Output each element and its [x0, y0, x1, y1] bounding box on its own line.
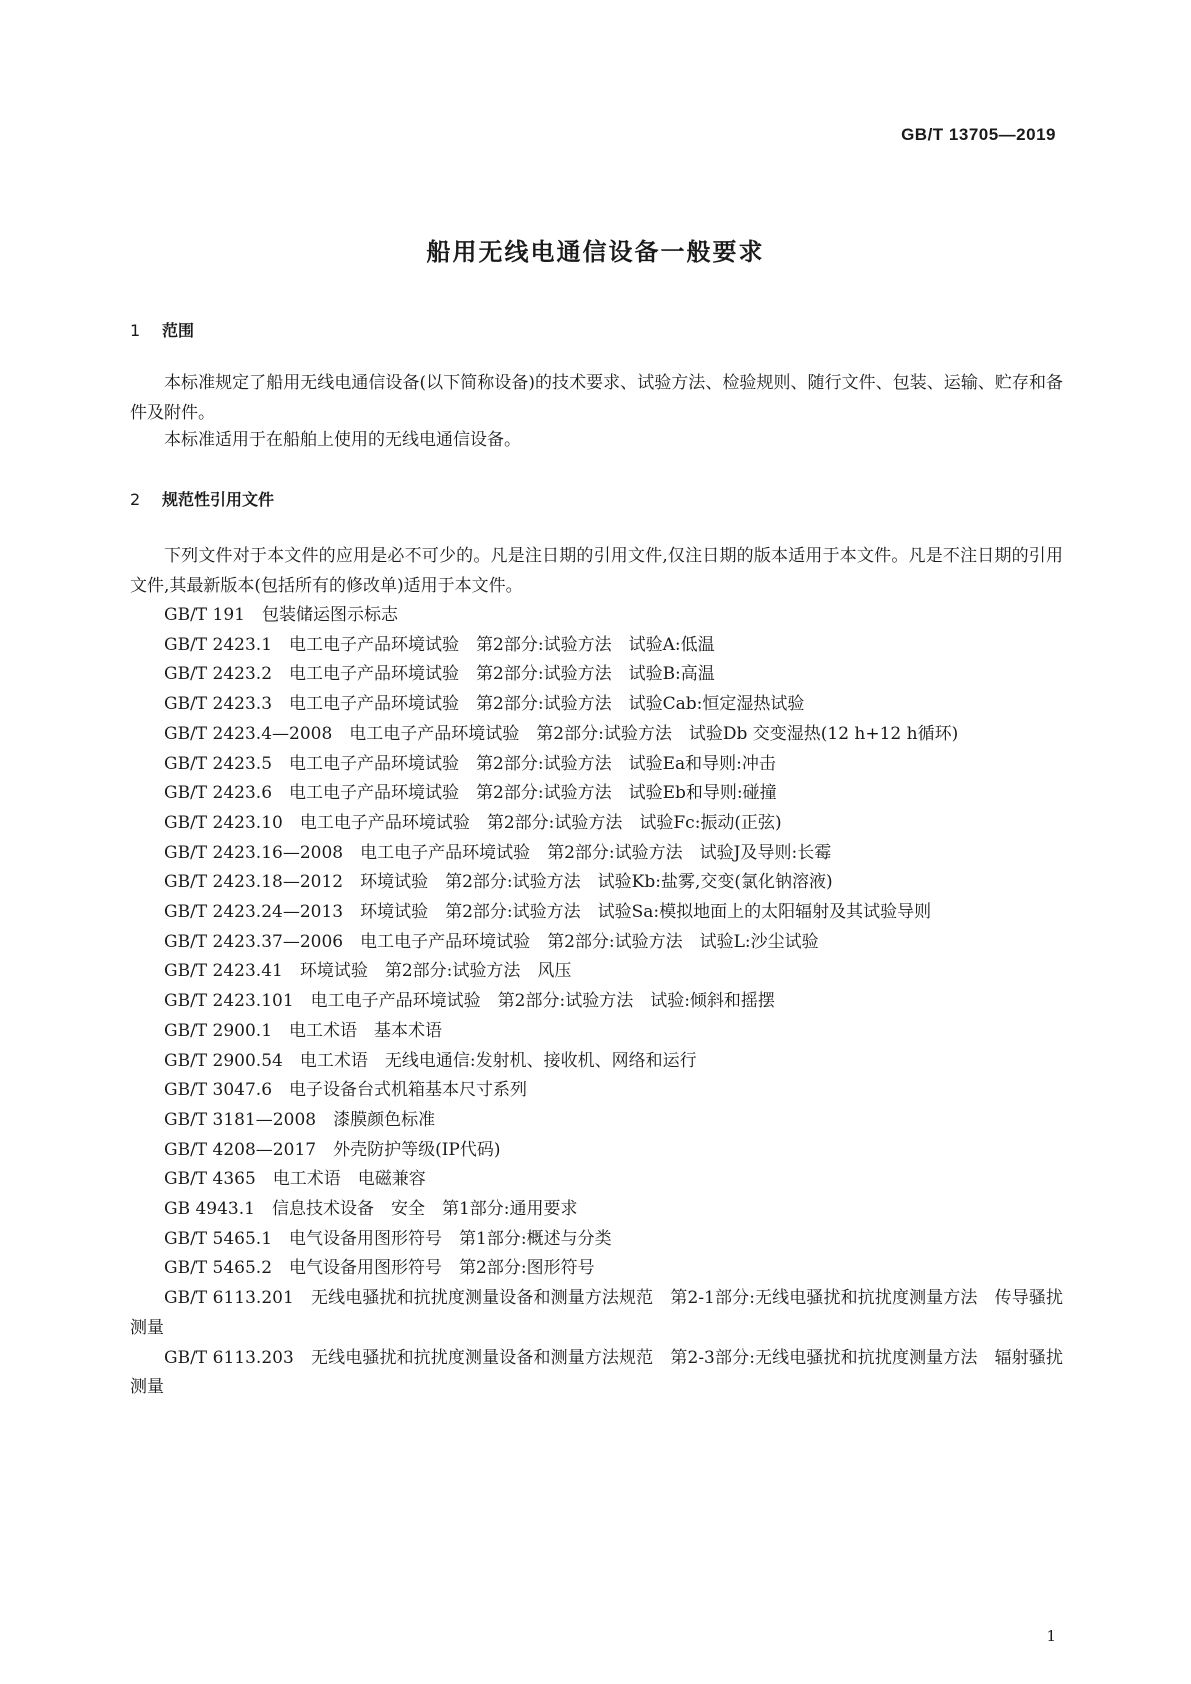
reference-item: GB/T 3181—2008 漆膜颜色标准 — [164, 1109, 436, 1130]
reference-item: GB/T 5465.2 电气设备用图形符号 第2部分:图形符号 — [164, 1258, 595, 1279]
reference-item: GB 4943.1 信息技术设备 安全 第1部分:通用要求 — [164, 1199, 578, 1220]
reference-item: GB/T 3047.6 电子设备台式机箱基本尺寸系列 — [164, 1080, 528, 1101]
reference-item: GB/T 4208—2017 外壳防护等级(IP代码) — [164, 1139, 501, 1160]
reference-item: GB/T 6113.203 无线电骚扰和抗扰度测量设备和测量方法规范 第2-3部分:无线电骚扰和抗扰度测量方法 辐射骚扰测量 — [130, 1347, 1063, 1398]
reference-item: GB/T 2900.1 电工术语 基本术语 — [164, 1020, 443, 1041]
section-title: 规范性引用文件 — [162, 490, 275, 509]
section-1-heading — [130, 318, 194, 341]
reference-item: GB/T 2423.24—2013 环境试验 第2部分:试验方法 试验Sa:模拟地面上的太阳辐射及其试验导则 — [164, 902, 932, 923]
normative-intro-paragraph: 下列文件对于本文件的应用是必不可少的。凡是注日期的引用文件,仅注日期的版本适用于本文件。凡是不注日期的引用文件,其最新版本(包括所有的修改单)适用于本文件。 — [130, 546, 1063, 596]
reference-item: GB/T 2900.54 电工术语 无线电通信:发射机、接收机、网络和运行 — [164, 1050, 697, 1071]
reference-item: GB/T 2423.1 电工电子产品环境试验 第2部分:试验方法 试验A:低温 — [164, 634, 715, 655]
reference-item: GB/T 2423.3 电工电子产品环境试验 第2部分:试验方法 试验Cab:恒定湿热试验 — [164, 694, 805, 715]
reference-item: GB/T 2423.41 环境试验 第2部分:试验方法 风压 — [164, 961, 572, 982]
section-number: 1 — [130, 321, 141, 340]
reference-item: GB/T 2423.10 电工电子产品环境试验 第2部分:试验方法 试验Fc:振动(正弦) — [164, 812, 782, 833]
reference-item: GB/T 2423.5 电工电子产品环境试验 第2部分:试验方法 试验Ea和导则:冲击 — [164, 753, 776, 774]
reference-item: GB/T 2423.18—2012 环境试验 第2部分:试验方法 试验Kb:盐雾,交变(氯化钠溶液) — [164, 872, 833, 893]
reference-item: GB/T 191 包装储运图示标志 — [164, 605, 398, 625]
reference-item: GB/T 5465.1 电气设备用图形符号 第1部分:概述与分类 — [164, 1228, 612, 1249]
reference-item: GB/T 2423.37—2006 电工电子产品环境试验 第2部分:试验方法 试验L:沙尘试验 — [164, 931, 819, 952]
reference-item: GB/T 6113.201 无线电骚扰和抗扰度测量设备和测量方法规范 第2-1部分:无线电骚扰和抗扰度测量方法 传导骚扰测量 — [130, 1288, 1063, 1338]
scope-paragraph-1: 本标准规定了船用无线电通信设备(以下简称设备)的技术要求、试验方法、检验规则、随行文件、包装、运输、贮存和备件及附件。 — [130, 373, 1063, 423]
reference-item: GB/T 4365 电工术语 电磁兼容 — [164, 1169, 426, 1190]
page-number: 1 — [1046, 1627, 1056, 1645]
reference-item: GB/T 2423.16—2008 电工电子产品环境试验 第2部分:试验方法 试验J及导则:长霉 — [164, 842, 832, 863]
section-title: 范围 — [162, 321, 195, 340]
reference-list — [130, 601, 1063, 1403]
reference-item: GB/T 2423.4—2008 电工电子产品环境试验 第2部分:试验方法 试验Db 交变湿热(12 h+12 h循环) — [164, 723, 959, 744]
document-title: 船用无线电通信设备一般要求 — [426, 238, 765, 266]
section-number: 2 — [130, 490, 141, 509]
standard-code: GB/T 13705—2019 — [901, 125, 1056, 144]
reference-item: GB/T 2423.6 电工电子产品环境试验 第2部分:试验方法 试验Eb和导则:碰撞 — [164, 783, 777, 804]
scope-paragraph-2: 本标准适用于在船舶上使用的无线电通信设备。 — [164, 430, 521, 450]
section-2-heading — [130, 487, 274, 510]
reference-item: GB/T 2423.2 电工电子产品环境试验 第2部分:试验方法 试验B:高温 — [164, 664, 715, 685]
reference-item: GB/T 2423.101 电工电子产品环境试验 第2部分:试验方法 试验:倾斜和摇摆 — [164, 991, 775, 1012]
